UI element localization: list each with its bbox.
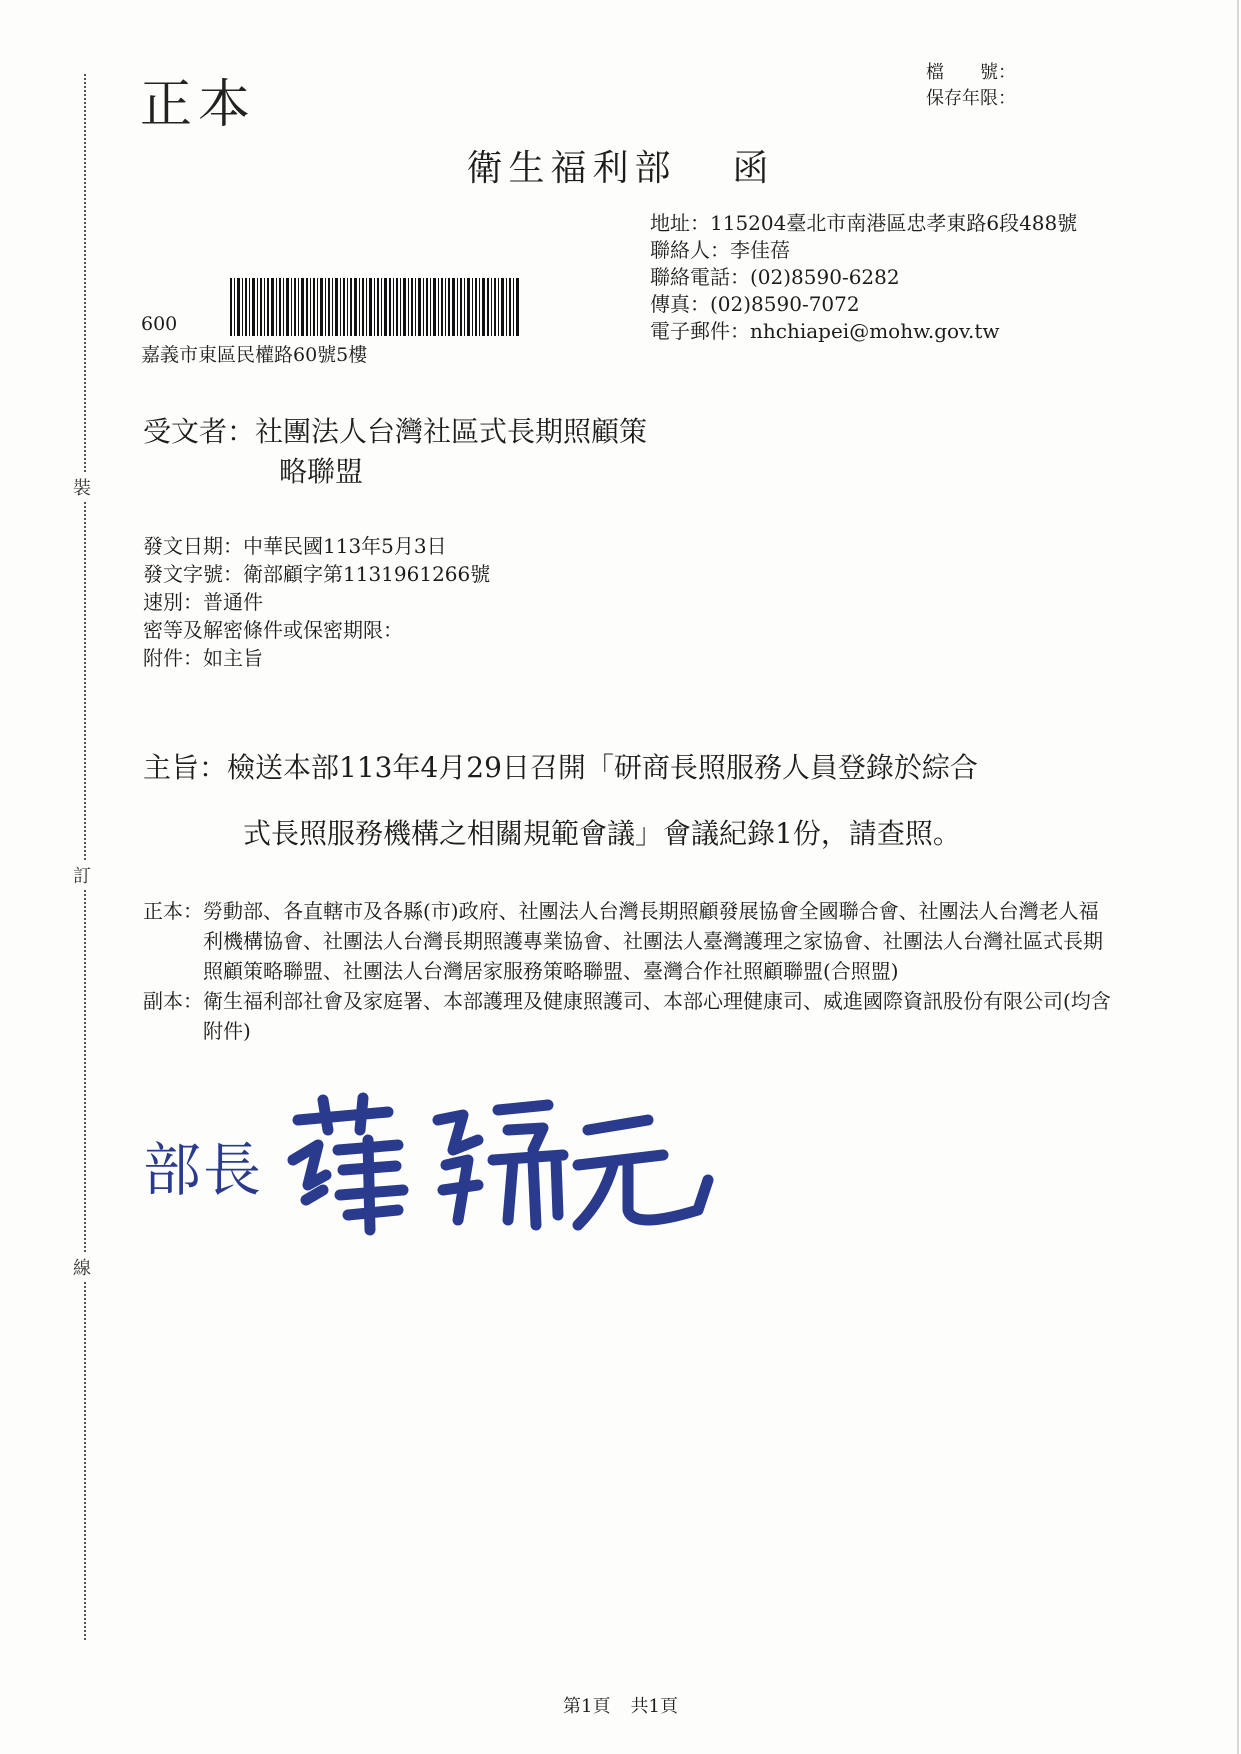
sender-phone: 聯絡電話：(02)8590-6282 [650,265,900,289]
mailing-postal-code: 600 [141,313,178,335]
subject-line2: 式長照服務機構之相關規範會議」會議紀錄1份，請查照。 [243,817,961,850]
copy-recipients: 衛生福利部社會及家庭署、本部護理及健康照護司、本部心理健康司、威進國際資訊股份有限公司(均含附件) [203,989,1111,1043]
subject [143,735,1123,867]
binding-mark-xian: 線 [73,1254,91,1280]
original-label: 正本： [143,899,203,923]
agency-name: 衛生福利部 [466,148,677,189]
scan-edge [1237,0,1239,1754]
file-number-label: 檔 號： [926,62,1016,83]
distribution [143,896,1113,1046]
document-title [0,140,1241,191]
delivery-speed: 速別：普通件 [143,590,263,614]
sender-contact: 聯絡人：李佳蓓 [650,238,790,262]
handwritten-signature [278,1090,718,1240]
signature-block [143,1090,718,1240]
recipient-name-line2: 略聯盟 [279,455,364,488]
distribution-original [143,896,1113,986]
retention-label: 保存年限： [926,88,1016,109]
page-total: 共1頁 [630,1696,678,1717]
issue-date: 發文日期：中華民國113年5月3日 [143,534,447,558]
distribution-copy [143,986,1113,1046]
mailing-address: 嘉義市東區民權路60號5樓 [141,344,368,366]
subject-line1: 主旨：檢送本部113年4月29日召開「研商長照服務人員登錄於綜合 [143,751,978,784]
recipient-label: 受文者： [143,415,256,448]
attachment: 附件：如主旨 [143,646,263,670]
document-meta [143,532,490,672]
recipient-name-line1: 社團法人台灣社區式長期照顧策 [255,415,648,448]
file-meta [926,60,1016,112]
barcode [230,278,520,336]
document-number: 發文字號：衛部顧字第1131961266號 [143,562,491,586]
sender-email: 電子郵件：nhchiapei@mohw.gov.tw [650,319,1000,343]
sender-fax: 傳真：(02)8590-7072 [650,292,860,316]
sender-info [650,210,1077,345]
page-current: 第1頁 [563,1696,611,1717]
original-copy-stamp: 正本 [140,75,257,135]
original-recipients: 勞動部、各直轄市及各縣(市)政府、社團法人台灣長期照顧發展協會全國聯合會、社團法人台灣老人福利機構協會、社團法人台灣長期照護專業協會、社團法人臺灣護理之家協會、社團法人台灣社區式長期照顧策略聯盟、社團法人台灣居家服務策略聯盟、臺灣合作社照顧聯盟(合照盟) [203,899,1103,983]
doc-type: 函 [732,148,775,189]
security-level: 密等及解密條件或保密期限： [143,618,403,642]
binding-mark-zhuang: 裝 [73,474,91,500]
page-number [0,1692,1241,1718]
minister-title: 部長 [143,1136,264,1204]
binding-mark-ding: 訂 [73,862,91,888]
copy-label: 副本： [143,989,203,1013]
binding-line [84,74,86,1640]
recipient [143,412,647,492]
sender-address: 地址：115204臺北市南港區忠孝東路6段488號 [650,211,1078,235]
